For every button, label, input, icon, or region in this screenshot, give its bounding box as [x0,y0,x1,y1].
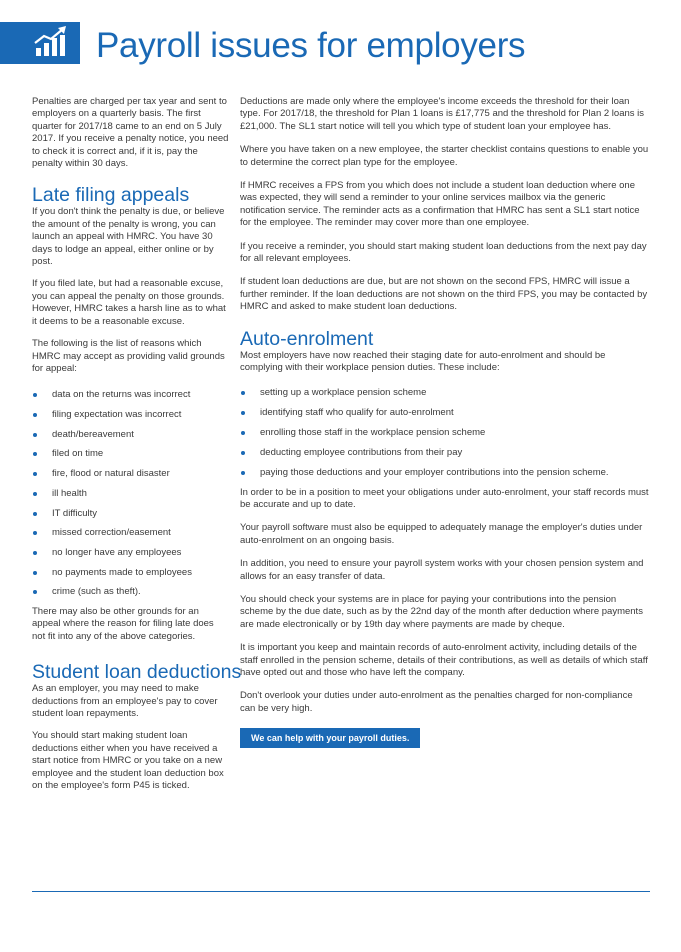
auto-enrolment-paragraph-5: You should check your systems are in place for paying your contributions into the pension scheme by the due date, such as by the 22nd day of the month after deduction where payments are made electronically or by 19th day where payments are made by cheque. [240,593,643,630]
list-item: missed correction/easement [32,527,229,539]
starter-checklist-paragraph: Where you have taken on a new employee, the starter checklist contains questions to enable you to determine the correct plan type for the employee. [240,144,649,168]
late-filing-paragraph-1: If you don't think the penalty is due, or believe the amount of the penalty is wrong, you can launch an appeal with HMRC. You have 30 days to lodge an appeal, either online or by post. [32,206,225,268]
late-filing-paragraph-2: If you filed late, but had a reasonable excuse, you can appeal the penalty on those grounds. However, HMRC takes a harsh line as to what it deems to be a reasonable excuse. [32,278,226,327]
footer-divider [32,891,650,892]
student-loan-paragraph-1: As an employer, you may need to make deductions from an employee's pay to cover student loan repayments. [32,683,218,720]
fps-reminder-paragraph: If HMRC receives a FPS from you which does not include a student loan deduction where one was expected, they will send a reminder to your online services mailbox via the generic notification service. The reminder acts as a confirmation that HMRC has sent a SL1 start notice for the employee. The reminder may cover more than one employee. [240,180,640,229]
list-item: deducting employee contributions from their pay [240,447,650,459]
auto-enrolment-paragraph-1: Most employers have now reached their staging date for auto-enrolment and should be complying with their workplace pension duties. These include: [240,349,606,374]
list-item: identifying staff who qualify for auto-enrolment [240,407,650,419]
intro-paragraph: Penalties are charged per tax year and sent to employers on a quarterly basis. The first quarter for 2017/18 came to an end on 5 July 2017. If you receive a penalty notice, you need to check it is correct and, if it is, pay the penalty within 30 days. [32,96,229,170]
list-item: death/bereavement [32,429,229,441]
late-filing-paragraph-4: There may also be other grounds for an appeal where the reason for filing late does not fit into any of the above categories. [32,606,214,642]
auto-enrolment-paragraph-7: Don't overlook your duties under auto-enrolment as the penalties charged for non-compliance can be very high. [240,690,633,714]
list-item: IT difficulty [32,508,229,520]
student-loan-heading: Student loan deductions [32,661,242,684]
list-item: filed on time [32,448,229,460]
list-item: paying those deductions and your employer contributions into the pension scheme. [240,467,650,479]
further-reminder-paragraph: If student loan deductions are due, but are not shown on the second FPS, HMRC will issue a further reminder. If the loan deductions are not shown on the third FPS, you may be contacted by HMRC and asked to make student loan deductions. [240,276,648,313]
header-icon-box [0,22,80,64]
bar-chart-growth-icon [32,26,72,60]
reminder-action-paragraph: If you receive a reminder, you should start making student loan deductions from the next pay day for all relevant employees. [240,240,647,265]
auto-enrolment-paragraph-4: In addition, you need to ensure your payroll system works with your chosen pension system and allows for an easy transfer of data. [240,558,644,582]
auto-enrolment-paragraph-3: Your payroll software must also be equipped to adequately manage the employer's duties under auto-enrolment on an ongoing basis. [240,522,643,546]
student-loan-paragraph-2: You should start making student loan deductions either when you have received a start notice from HMRC or you take on a new employee and the student loan deduction box on the employee's form P45 is ticked. [32,730,224,792]
auto-enrolment-paragraph-6: It is important you keep and maintain records of auto-enrolment activity, including details of the staff enrolled in the pension scheme, details of their contributions, as well as details of which staff have opted out and those who have left the company. [240,642,648,678]
appeal-reasons-list [32,389,229,598]
list-item: crime (such as theft). [32,586,229,598]
list-item: enrolling those staff in the workplace pension scheme [240,427,650,439]
student-loan-threshold-paragraph: Deductions are made only where the employee's income exceeds the threshold for their loan type. For 2017/18, the threshold for Plan 1 loans is £17,775 and the threshold for Plan 2 loans is £21,000. The SL1 start notice will tell you which type of student loan your employee has. [240,96,645,132]
list-item: data on the returns was incorrect [32,389,229,401]
left-column [32,96,242,803]
late-filing-paragraph-3: The following is the list of reasons which HMRC may accept as providing valid grounds for appeal: [32,338,225,374]
list-item: fire, flood or natural disaster [32,468,229,480]
pension-duties-list [240,387,650,479]
payroll-help-button[interactable]: We can help with your payroll duties. [240,728,420,748]
list-item: setting up a workplace pension scheme [240,387,650,399]
list-item: no longer have any employees [32,547,229,559]
right-column [240,96,650,748]
late-filing-heading: Late filing appeals [32,184,190,207]
auto-enrolment-heading: Auto-enrolment [240,327,374,350]
auto-enrolment-paragraph-2: In order to be in a position to meet your obligations under auto-enrolment, your staff records must be accurate and up to date. [240,486,649,510]
list-item: no payments made to employees [32,567,229,579]
list-item: filing expectation was incorrect [32,409,229,421]
list-item: ill health [32,488,229,500]
page-title: Payroll issues for employers [96,26,526,65]
